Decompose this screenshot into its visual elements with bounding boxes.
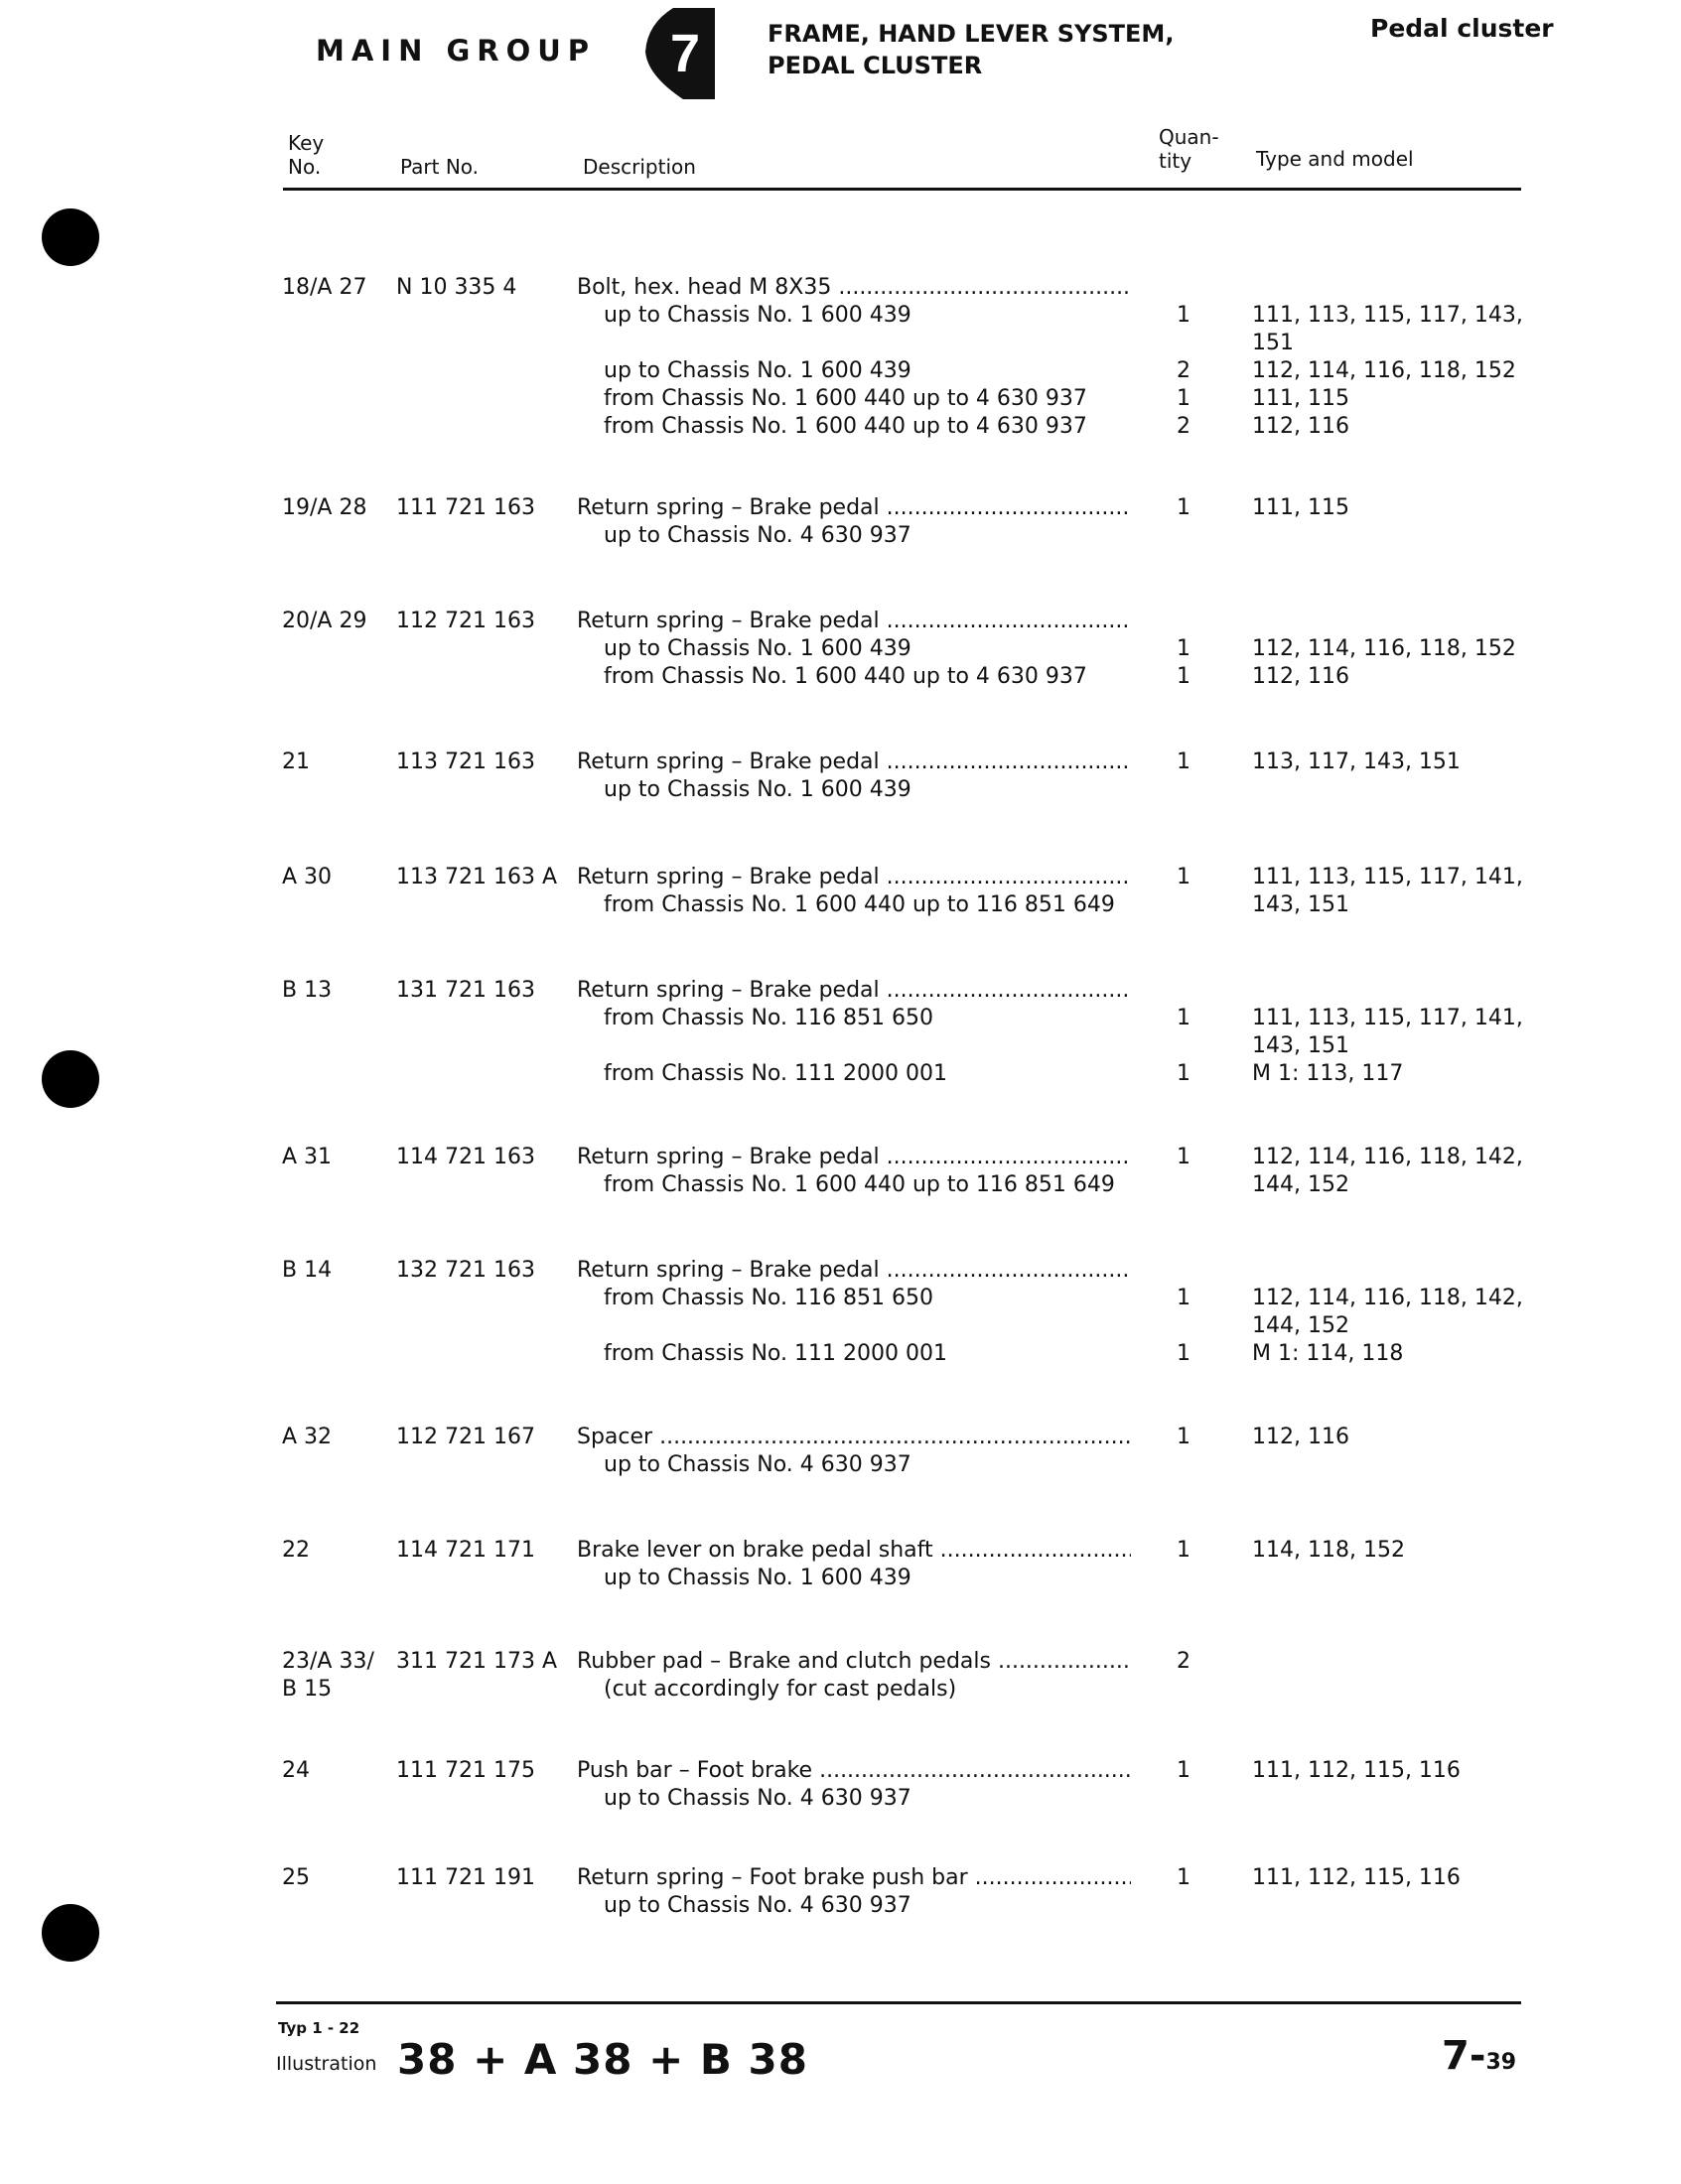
row-type: 111, 113, 115, 117, 141, — [1252, 1006, 1523, 1030]
row-type: 111, 115 — [1252, 495, 1349, 520]
row-key: A 31 — [282, 1145, 333, 1169]
row-line — [0, 1424, 1681, 1451]
row-key-cont: B 15 — [282, 1677, 333, 1702]
group-badge-shape — [643, 6, 717, 101]
row-description: Return spring – Brake pedal ..... — [577, 608, 1131, 635]
row-line — [0, 1864, 1681, 1892]
row-line — [0, 357, 1681, 385]
illustration-references: 38 + A 38 + B 38 — [397, 2035, 808, 2084]
row-quantity: 1 — [1177, 495, 1191, 520]
row-line-text: from Chassis No. 111 2000 001 — [604, 1341, 947, 1366]
row-quantity: 1 — [1177, 1538, 1191, 1563]
row-line — [0, 776, 1681, 804]
col-header-quantity — [1159, 125, 1219, 173]
row-type: 112, 116 — [1252, 414, 1349, 439]
illustration-label: Illustration — [276, 2053, 377, 2075]
row-line-text: up to Chassis No. 4 630 937 — [604, 523, 911, 548]
row-type: 111, 113, 115, 117, 141, — [1252, 865, 1523, 889]
row-type-cont: 151 — [1252, 331, 1294, 355]
row-quantity: 1 — [1177, 1006, 1191, 1030]
row-part-no: 111 721 163 — [396, 495, 535, 520]
row-quantity: 1 — [1177, 1341, 1191, 1366]
row-part-no: 114 721 171 — [396, 1538, 535, 1563]
row-line-text: from Chassis No. 116 851 650 — [604, 1286, 933, 1310]
group-number-badge — [643, 6, 717, 101]
row-part-no: 311 721 173 A — [396, 1649, 558, 1674]
row-type: 144, 152 — [1252, 1172, 1349, 1197]
row-type: 113, 117, 143, 151 — [1252, 750, 1461, 774]
row-line-text: up to Chassis No. 4 630 937 — [604, 1893, 911, 1918]
row-type: M 1: 113, 117 — [1252, 1061, 1404, 1086]
page-number-main: 7- — [1442, 2033, 1486, 2079]
row-description: Return spring – Foot brake push bar ..... — [577, 1864, 1131, 1892]
row-description: Brake lever on brake pedal shaft ..... — [577, 1537, 1131, 1565]
row-key: 25 — [282, 1865, 310, 1890]
row-type: 112, 114, 116, 118, 152 — [1252, 636, 1516, 661]
row-line-text: from Chassis No. 1 600 440 up to 116 851 649 — [604, 892, 1115, 917]
row-line-text: from Chassis No. 116 851 650 — [604, 1006, 933, 1030]
main-group-label: MAIN GROUP — [316, 34, 597, 68]
col-header-type: Type and model — [1256, 147, 1414, 171]
row-line — [0, 1060, 1681, 1088]
row-line — [0, 1005, 1681, 1058]
row-line-text: up to Chassis No. 4 630 937 — [604, 1786, 911, 1811]
row-line — [0, 1285, 1681, 1338]
row-part-no: 111 721 175 — [396, 1758, 535, 1783]
section-title-line2: PEDAL CLUSTER — [768, 52, 983, 79]
row-line — [0, 1785, 1681, 1813]
col-header-key — [288, 131, 324, 179]
row-type: 111, 115 — [1252, 386, 1349, 411]
row-line — [0, 1537, 1681, 1565]
col-header-quantity-line2: tity — [1159, 149, 1192, 173]
row-quantity: 1 — [1177, 1865, 1191, 1890]
row-part-no: 114 721 163 — [396, 1145, 535, 1169]
row-part-no: 111 721 191 — [396, 1865, 535, 1890]
row-type: 114, 118, 152 — [1252, 1538, 1405, 1563]
row-quantity: 1 — [1177, 386, 1191, 411]
row-line — [0, 1171, 1681, 1199]
row-line — [0, 1892, 1681, 1920]
row-line — [0, 1144, 1681, 1171]
row-line-text: from Chassis No. 1 600 440 up to 4 630 937 — [604, 664, 1087, 689]
row-type-cont: 143, 151 — [1252, 1033, 1349, 1058]
row-type: 111, 112, 115, 116 — [1252, 1758, 1461, 1783]
row-key: A 30 — [282, 865, 333, 889]
row-line-text: from Chassis No. 1 600 440 up to 4 630 937 — [604, 414, 1087, 439]
row-line — [0, 385, 1681, 413]
page-subject: Pedal cluster — [1370, 14, 1554, 43]
row-line-text: up to Chassis No. 1 600 439 — [604, 358, 911, 383]
row-line — [0, 1757, 1681, 1785]
row-line — [0, 749, 1681, 776]
row-description: Return spring – Brake pedal ..... — [577, 494, 1131, 522]
row-quantity: 1 — [1177, 1145, 1191, 1169]
row-description: Return spring – Brake pedal ..... — [577, 749, 1131, 776]
row-quantity: 1 — [1177, 1286, 1191, 1310]
row-line — [0, 494, 1681, 522]
row-line — [0, 864, 1681, 891]
row-key: 18/A 27 — [282, 275, 367, 300]
row-line — [0, 1565, 1681, 1592]
row-key: 21 — [282, 750, 310, 774]
row-type: M 1: 114, 118 — [1252, 1341, 1404, 1366]
row-line — [0, 1648, 1681, 1676]
row-type: 111, 113, 115, 117, 143, — [1252, 303, 1523, 328]
row-line-text: up to Chassis No. 1 600 439 — [604, 1566, 911, 1590]
row-quantity: 1 — [1177, 303, 1191, 328]
row-part-no: 112 721 167 — [396, 1425, 535, 1449]
row-line — [0, 635, 1681, 663]
row-key: B 14 — [282, 1258, 333, 1283]
row-line-text: from Chassis No. 111 2000 001 — [604, 1061, 947, 1086]
row-description: Spacer ..... — [577, 1424, 1131, 1451]
row-description: Return spring – Brake pedal ..... — [577, 1144, 1131, 1171]
row-key: 22 — [282, 1538, 310, 1563]
section-title — [768, 18, 1174, 81]
row-line — [0, 1340, 1681, 1368]
page-number — [1442, 2033, 1516, 2079]
row-quantity: 1 — [1177, 664, 1191, 689]
binder-hole-top — [42, 208, 99, 266]
col-header-quantity-line1: Quan- — [1159, 125, 1219, 149]
row-type: 112, 116 — [1252, 664, 1349, 689]
row-description: Bolt, hex. head M 8X35 ..... — [577, 274, 1131, 302]
row-quantity: 1 — [1177, 1425, 1191, 1449]
row-line-text: (cut accordingly for cast pedals) — [604, 1677, 957, 1702]
header-rule — [283, 188, 1521, 191]
row-line-text: from Chassis No. 1 600 440 up to 116 851 649 — [604, 1172, 1115, 1197]
row-quantity: 1 — [1177, 750, 1191, 774]
row-line — [0, 663, 1681, 691]
row-description: Return spring – Brake pedal ..... — [577, 1257, 1131, 1285]
row-quantity: 2 — [1177, 1649, 1191, 1674]
row-line — [0, 413, 1681, 441]
footer-rule — [276, 2001, 1521, 2004]
row-part-no: 113 721 163 — [396, 750, 535, 774]
row-line-text: up to Chassis No. 1 600 439 — [604, 636, 911, 661]
row-quantity: 1 — [1177, 1061, 1191, 1086]
type-code: Typ 1 - 22 — [278, 2019, 360, 2037]
row-description: Rubber pad – Brake and clutch pedals ..... — [577, 1648, 1131, 1676]
row-type: 111, 112, 115, 116 — [1252, 1865, 1461, 1890]
row-quantity: 2 — [1177, 414, 1191, 439]
row-part-no: 112 721 163 — [396, 609, 535, 633]
row-line — [0, 891, 1681, 919]
row-quantity: 2 — [1177, 358, 1191, 383]
row-type-cont: 144, 152 — [1252, 1313, 1349, 1338]
row-part-no: 132 721 163 — [396, 1258, 535, 1283]
row-type: 112, 114, 116, 118, 142, — [1252, 1145, 1523, 1169]
row-line-text: up to Chassis No. 1 600 439 — [604, 303, 911, 328]
row-type: 143, 151 — [1252, 892, 1349, 917]
row-key: 24 — [282, 1758, 310, 1783]
row-line — [0, 522, 1681, 550]
section-title-line1: FRAME, HAND LEVER SYSTEM, — [768, 20, 1175, 48]
row-line — [0, 302, 1681, 355]
row-line — [0, 1676, 1681, 1704]
col-header-part: Part No. — [400, 155, 480, 179]
row-part-no: N 10 335 4 — [396, 275, 517, 300]
row-key: 19/A 28 — [282, 495, 367, 520]
row-description: Return spring – Brake pedal ..... — [577, 977, 1131, 1005]
row-key: 20/A 29 — [282, 609, 367, 633]
group-number: 7 — [669, 24, 701, 83]
row-part-no: 113 721 163 A — [396, 865, 558, 889]
row-line-text: up to Chassis No. 4 630 937 — [604, 1452, 911, 1477]
row-quantity: 1 — [1177, 1758, 1191, 1783]
row-line-text: up to Chassis No. 1 600 439 — [604, 777, 911, 802]
page-number-sub: 39 — [1485, 2050, 1517, 2075]
row-type: 112, 116 — [1252, 1425, 1349, 1449]
row-key: 23/A 33/ — [282, 1649, 374, 1674]
col-header-description: Description — [583, 155, 696, 179]
row-type: 112, 114, 116, 118, 152 — [1252, 358, 1516, 383]
row-key: A 32 — [282, 1425, 333, 1449]
row-type: 112, 114, 116, 118, 142, — [1252, 1286, 1523, 1310]
row-part-no: 131 721 163 — [396, 978, 535, 1003]
col-header-key-line1: Key — [288, 131, 325, 155]
row-quantity: 1 — [1177, 865, 1191, 889]
row-line-text: from Chassis No. 1 600 440 up to 4 630 937 — [604, 386, 1087, 411]
row-line — [0, 1451, 1681, 1479]
row-description: Push bar – Foot brake ..... — [577, 1757, 1131, 1785]
row-key: B 13 — [282, 978, 333, 1003]
row-quantity: 1 — [1177, 636, 1191, 661]
row-description: Return spring – Brake pedal ..... — [577, 864, 1131, 891]
col-header-key-line2: No. — [288, 155, 322, 179]
